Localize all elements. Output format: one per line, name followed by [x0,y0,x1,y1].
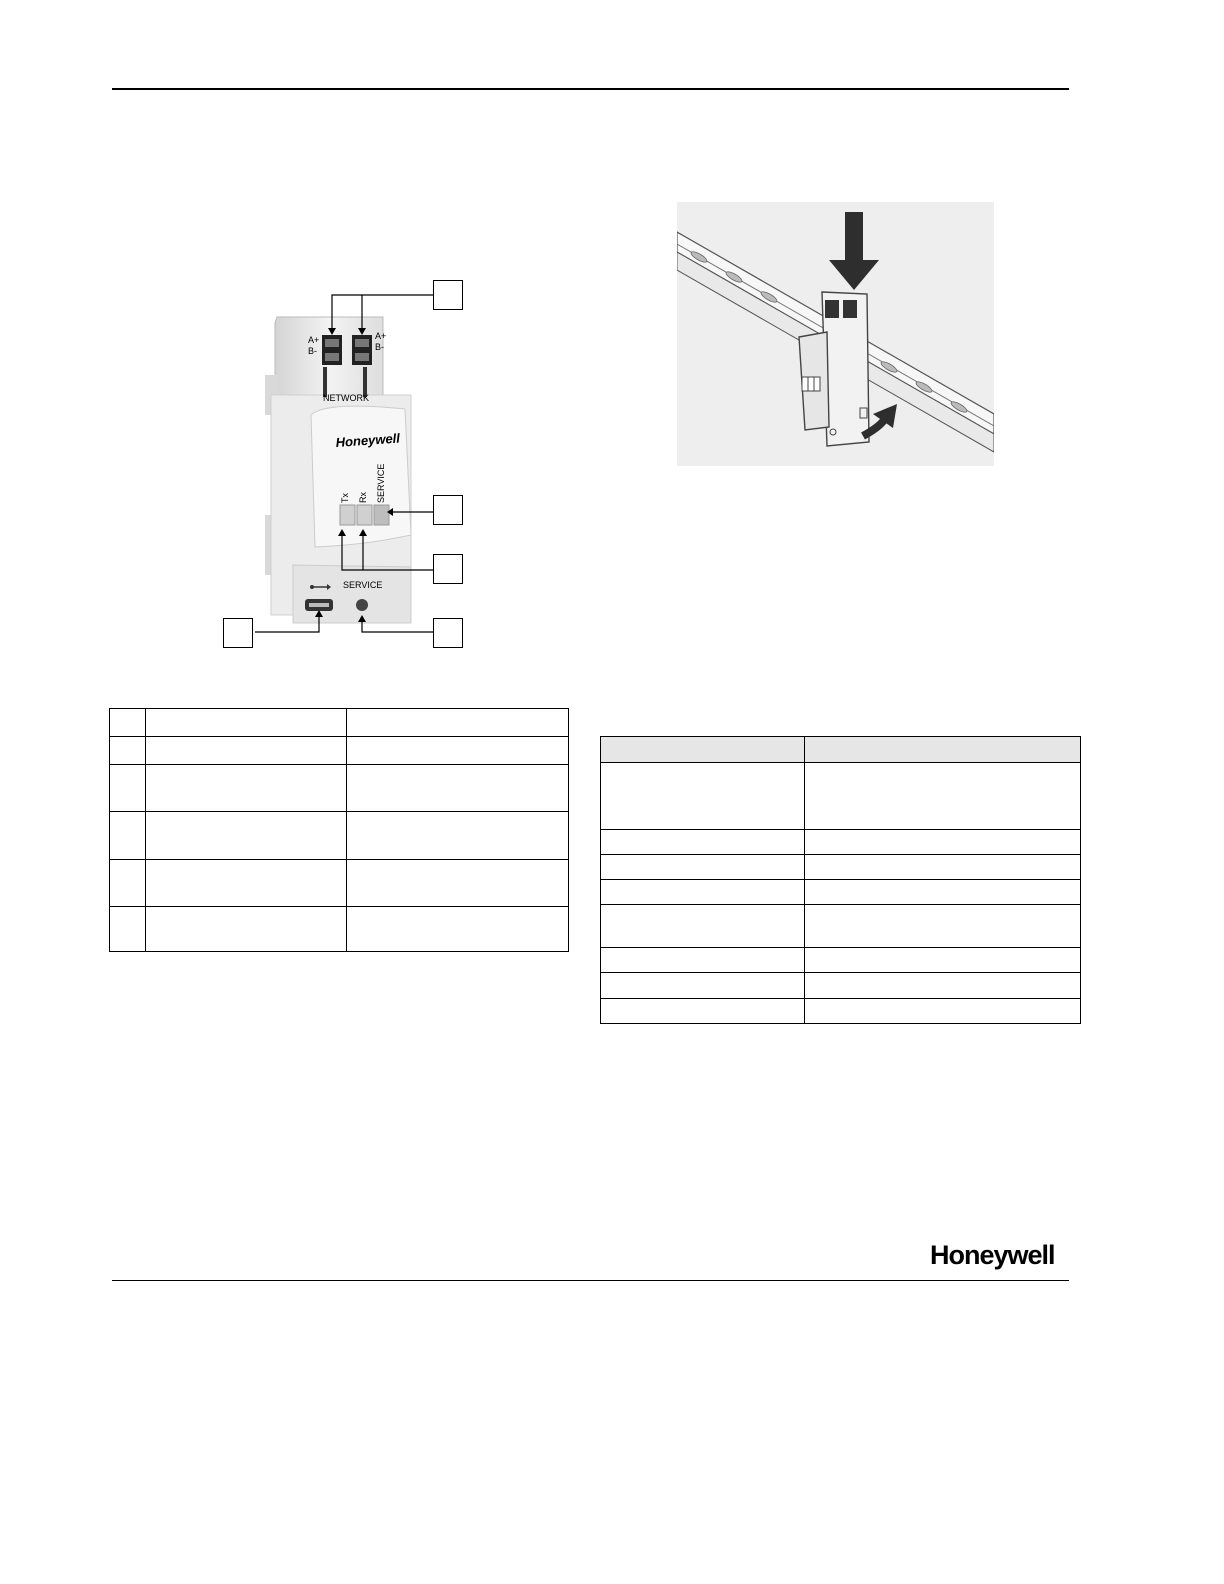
led-label-tx: Tx [340,493,350,503]
table-row [601,855,1081,880]
terminal-right-a: A+ [375,331,387,341]
table-row [110,860,569,907]
table-row [601,880,1081,905]
device-illustration [215,275,475,655]
service-jack[interactable] [356,599,368,611]
network-label: NETWORK [323,393,369,403]
led-label-service: SERVICE [376,463,386,503]
terminal-left-a: A+ [308,335,320,345]
table-row [110,765,569,812]
footer-rule [112,1280,1069,1281]
arrow-down-icon [829,212,879,290]
callout-box-service-jack [433,618,463,648]
din-rail-mounting-photo [677,202,994,466]
header-rule [112,88,1069,90]
service-button[interactable] [374,505,389,525]
table-row [601,948,1081,973]
led-label-rx: Rx [358,492,368,503]
callout-box-usb [223,618,253,648]
table-row [601,905,1081,948]
table-row [601,830,1081,855]
spec-table [600,736,1081,1024]
led-tx [340,505,355,525]
callout-box-service-button [433,495,463,525]
table-row [110,907,569,952]
callout-box-network [433,280,463,310]
device-figure [215,275,475,655]
table-row [601,973,1081,999]
table-row [110,737,569,765]
table-row [601,763,1081,830]
callout-box-leds [433,554,463,584]
terminal-right-b: B- [375,342,384,352]
led-rx [357,505,372,525]
table-row [110,812,569,860]
device-brand-logo: Honeywell [335,430,401,450]
table-header-row [601,737,1081,763]
footer-logo: Honeywell [930,1240,1055,1270]
service-jack-label: SERVICE [343,580,383,590]
terminal-left-b: B- [308,346,317,356]
legend-table [109,708,569,952]
table-row [110,709,569,737]
table-row [601,999,1081,1024]
